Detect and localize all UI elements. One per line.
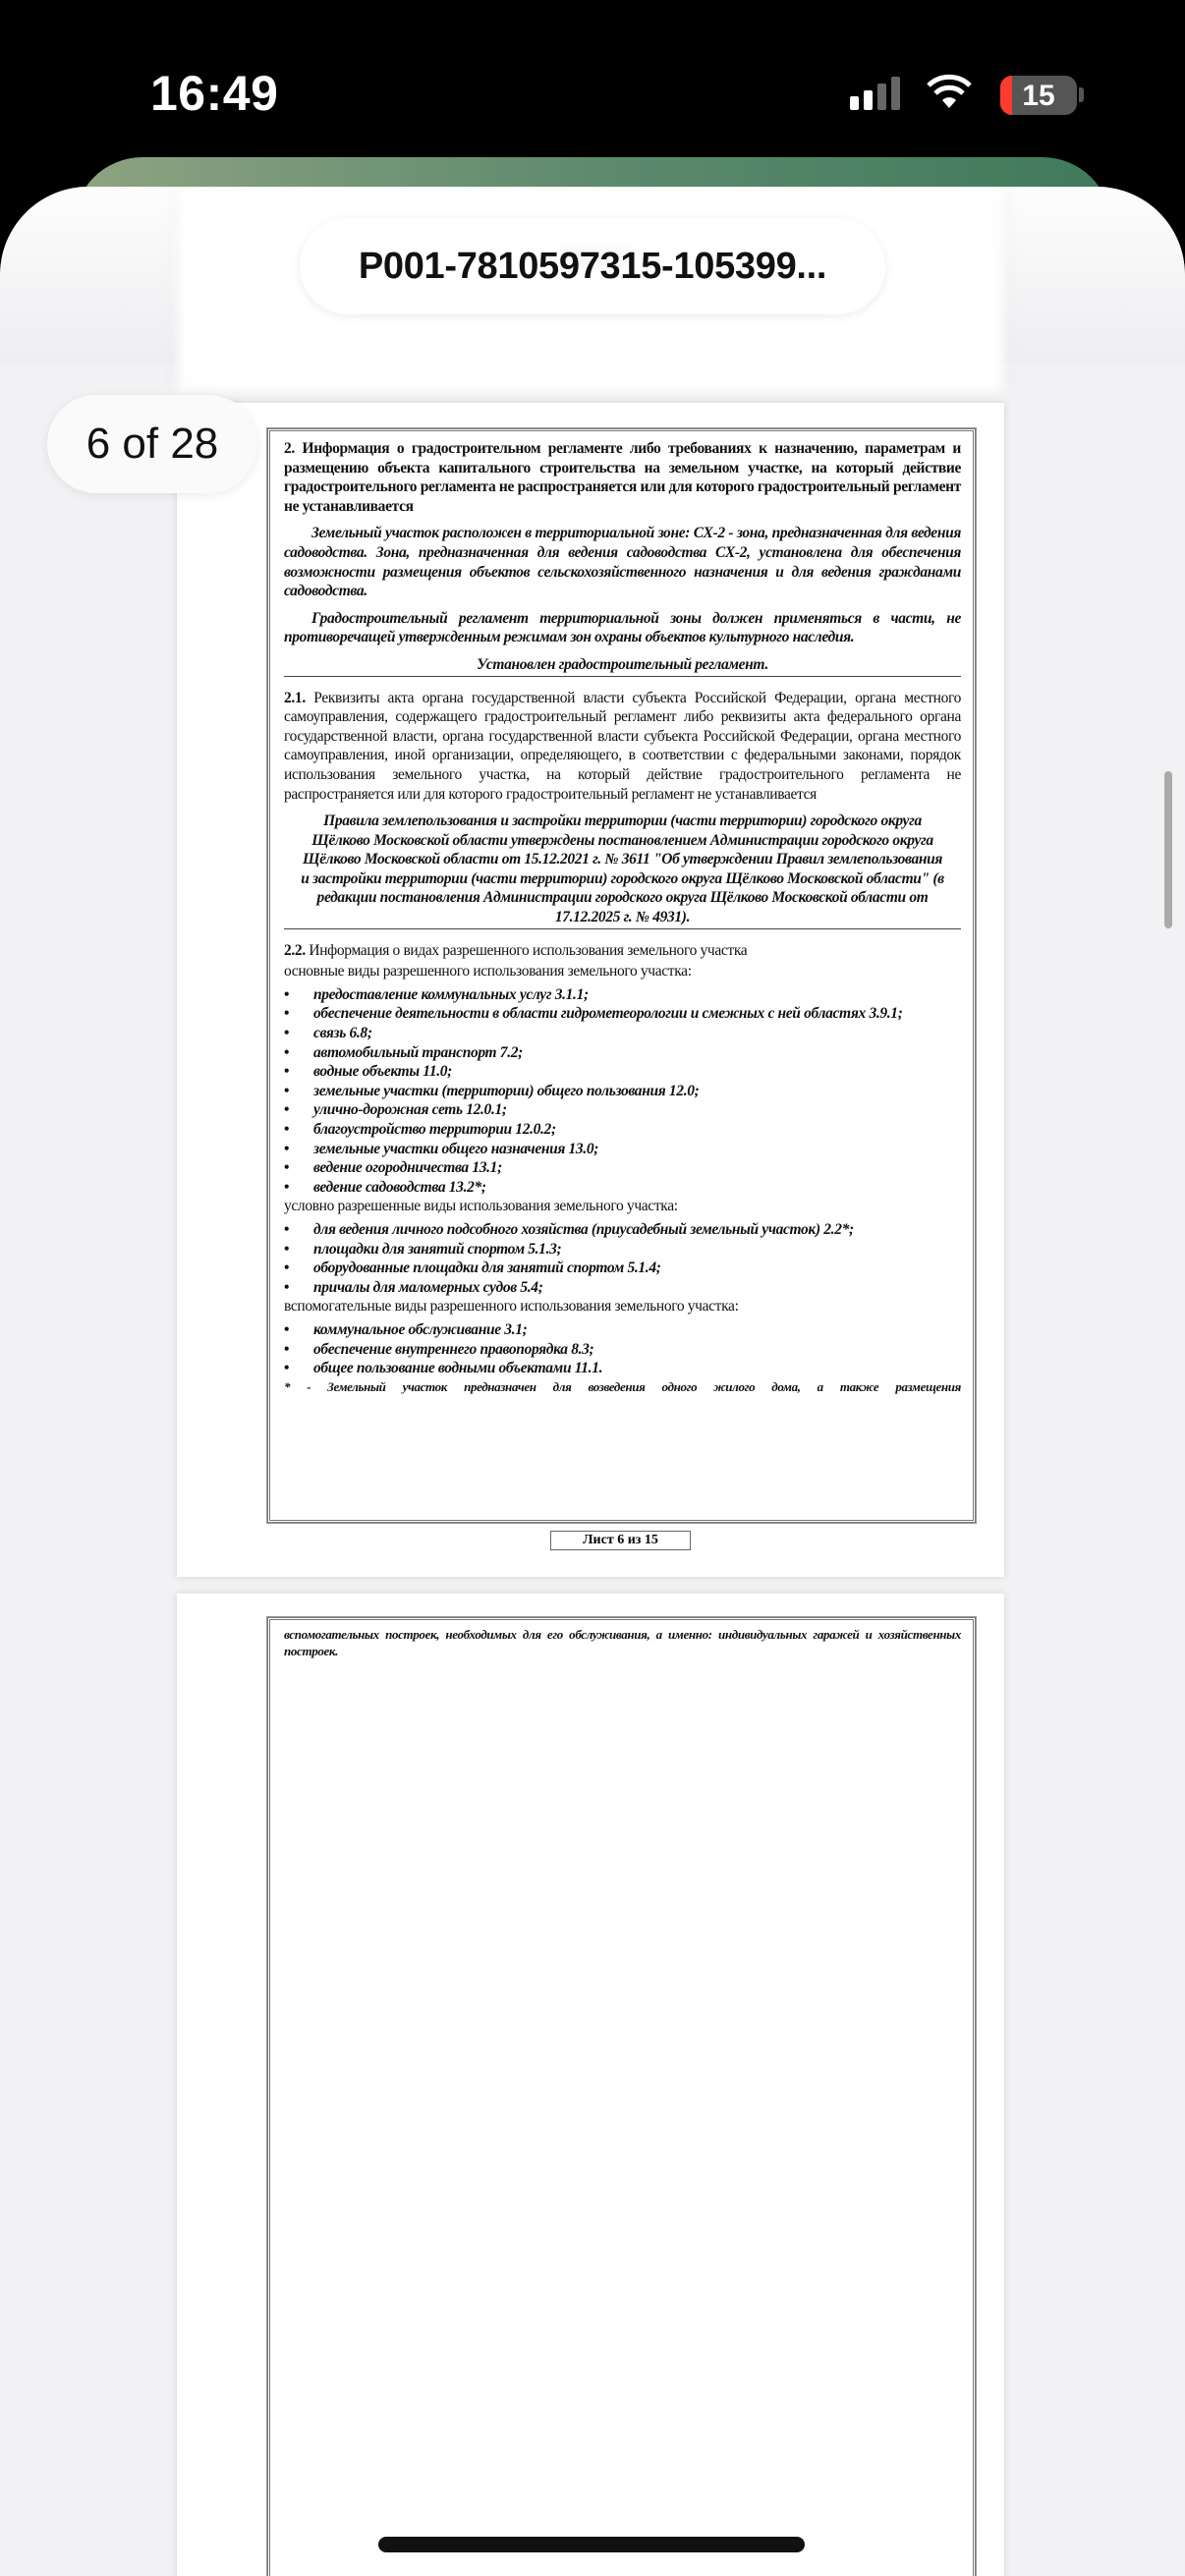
list-item (284, 1340, 961, 1360)
list-item (284, 1178, 961, 1198)
list-item-text: обеспечение деятельности в области гидрометеорологии и смежных с ней областях 3.9.1; (313, 1005, 903, 1023)
list-item (284, 1100, 961, 1120)
list-item (284, 1320, 961, 1340)
scrollbar[interactable] (1164, 771, 1172, 928)
conditional-uses-label: условно разрешенные виды использования земельного участка: (284, 1198, 678, 1215)
footnote: * - Земельный участок предназначен для возведения одного жилого дома, а также размещения (284, 1378, 961, 1394)
regulation-established: Установлен градостроительный регламент. (477, 655, 768, 673)
section-text: Реквизиты акта органа государственной власти субъекта Российской Федерации, органа местного самоуправления, содержащего градостроительный регламент либо реквизиты акта федерального органа государственной власти, органа государственной власти субъекта Российской Федерации, органа местного самоуправления, иной организации, определяющего, в соответствии с федеральными законами, порядок использования земельного участка, на который действие градостроительного регламента не распространяется или для которого градостроительный регламент не устанавливается (284, 689, 961, 803)
bullet-icon: • (284, 1121, 290, 1138)
list-item (284, 1220, 961, 1240)
list-item (284, 1278, 961, 1298)
main-uses-list (284, 985, 961, 1198)
list-item (284, 1240, 961, 1260)
bullet-icon: • (284, 1043, 290, 1061)
status-bar (0, 0, 1185, 167)
zone-paragraph: Земельный участок расположен в территориальной зоне: СХ-2 - зона, предназначенная для ведения садоводства. Зона, предназначенная для ведения садоводства СХ-2, установлена для обеспечения возможности размещения объектов сельскохозяйственного назначения и для ведения гражданами садоводства. (284, 525, 961, 600)
bullet-icon: • (284, 1260, 290, 1277)
list-item (284, 1004, 961, 1024)
auxiliary-uses-list (284, 1320, 961, 1378)
bullet-icon: • (284, 1360, 290, 1377)
bullet-icon: • (284, 1005, 290, 1023)
bullet-icon: • (284, 1220, 290, 1238)
cellular-signal-icon (850, 77, 900, 110)
bullet-icon: • (284, 1082, 290, 1099)
bullet-icon: • (284, 985, 290, 1003)
auxiliary-uses-label: вспомогательные виды разрешенного использования земельного участка: (284, 1298, 739, 1316)
list-item-text: земельные участки (территории) общего пользования 12.0; (313, 1082, 700, 1099)
act-reference: Правила землепользования и застройки территории (части территории) городского округа Щёлково Московской области утверждены постановлением Администрации городского округа Щёлково Московской области от 15.12.2021 г. № 3611 "Об утверждении Правил землепользования и застройки территории (части территории) городского округа Щёлково Московской области" (в редакции постановления Администрации городского округа Щёлково Московской области от 17.12.2025 г. № 4931). (301, 812, 944, 926)
list-item-text: связь 6.8; (313, 1025, 372, 1042)
bullet-icon: • (284, 1025, 290, 1042)
list-item-text: предоставление коммунальных услуг 3.1.1; (313, 985, 589, 1003)
pdf-page-current[interactable] (177, 403, 1004, 1577)
list-item-text: причалы для маломерных судов 5.4; (313, 1278, 543, 1296)
divider (284, 676, 961, 677)
footnote-continuation: вспомогательных построек, необходимых для его обслуживания, а именно: индивидуальных гаражей и хозяйственных построек. (284, 1627, 961, 1658)
section-number: 2.2. (284, 941, 306, 959)
list-item-text: земельные участки общего назначения 13.0; (313, 1140, 599, 1157)
list-item (284, 1140, 961, 1159)
list-item-text: ведение огородничества 13.1; (313, 1159, 502, 1177)
list-item-text: автомобильный транспорт 7.2; (313, 1043, 523, 1061)
main-uses-label: основные виды разрешенного использования земельного участка: (284, 963, 692, 980)
list-item-text: коммунальное обслуживание 3.1; (313, 1320, 528, 1338)
list-item-text: обеспечение внутреннего правопорядка 8.3; (313, 1340, 594, 1358)
page-content-frame (267, 428, 976, 1523)
bullet-icon: • (284, 1063, 290, 1081)
battery-icon (1000, 76, 1077, 115)
list-item (284, 1259, 961, 1278)
bullet-icon: • (284, 1101, 290, 1119)
list-item-text: ведение садоводства 13.2*; (313, 1178, 486, 1196)
home-indicator[interactable] (378, 2537, 805, 2552)
battery-level: 15 (1022, 80, 1055, 112)
divider (284, 928, 961, 929)
bullet-icon: • (284, 1159, 290, 1177)
list-item (284, 1024, 961, 1043)
list-item-text: водные объекты 11.0; (313, 1063, 452, 1081)
list-item (284, 985, 961, 1005)
list-item-text: улично-дорожная сеть 12.0.1; (313, 1101, 507, 1119)
page-indicator: 6 of 28 (47, 395, 257, 493)
section-number: 2.1. (284, 689, 306, 706)
bullet-icon: • (284, 1278, 290, 1296)
sheet-number: Лист 6 из 15 (550, 1531, 691, 1550)
bullet-icon: • (284, 1140, 290, 1157)
section-2-heading: 2. Информация о градостроительном регламенте либо требованиях к назначению, параметрам и размещению объекта капитального строительства на земельном участке, на который действие градостроительного регламента не распространяется или для которого градостроительный регламент не устанавливается (284, 440, 961, 515)
list-item (284, 1158, 961, 1178)
document-title[interactable]: P001-7810597315-105399... (300, 218, 885, 314)
list-item-text: общее пользование водными объектами 11.1. (313, 1360, 603, 1377)
list-item (284, 1359, 961, 1378)
conditional-uses-list (284, 1220, 961, 1297)
list-item (284, 1082, 961, 1101)
list-item-text: благоустройство территории 12.0.2; (313, 1121, 556, 1138)
bullet-icon: • (284, 1240, 290, 1258)
list-item (284, 1120, 961, 1140)
wifi-icon (926, 71, 973, 110)
list-item-text: площадки для занятий спортом 5.1.3; (313, 1240, 562, 1258)
list-item-text: для ведения личного подсобного хозяйства (приусадебный земельный участок) 2.2*; (313, 1220, 854, 1238)
section-2-2 (284, 941, 961, 961)
bullet-icon: • (284, 1178, 290, 1196)
heritage-paragraph: Градостроительный регламент территориальной зоны должен применяться в части, не противоречащей утвержденным режимам зон охраны объектов культурного наследия. (284, 609, 961, 646)
document-viewer[interactable] (0, 187, 1185, 2576)
clock: 16:49 (150, 66, 279, 121)
bullet-icon: • (284, 1320, 290, 1338)
battery-cap (1079, 87, 1084, 102)
section-2-1 (284, 689, 961, 805)
list-item (284, 1043, 961, 1063)
page-content-frame (267, 1617, 976, 2576)
list-item (284, 1062, 961, 1082)
section-text: Информация о видах разрешенного использования земельного участка (309, 941, 748, 959)
pdf-page-next[interactable] (177, 1594, 1004, 2576)
bullet-icon: • (284, 1340, 290, 1358)
list-item-text: оборудованные площадки для занятий спортом 5.1.4; (313, 1260, 661, 1277)
